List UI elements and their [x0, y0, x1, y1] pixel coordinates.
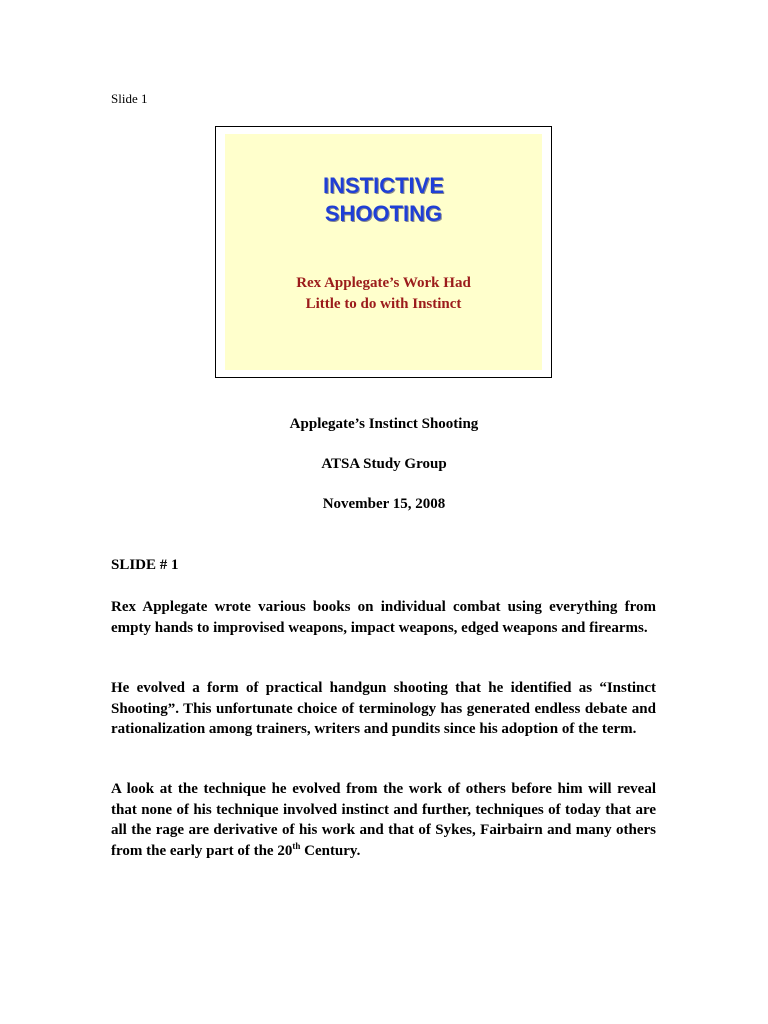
slide-title: [225, 172, 542, 228]
slide-title-line-1: INSTICTIVE: [322, 173, 444, 198]
paragraph-2: He evolved a form of practical handgun shooting that he identified as “Instinct Shooting”. This unfortunate choice of terminology has generated endless debate and rationalization among trainers, writers and pundits since his adoption of the term.: [111, 680, 656, 737]
paragraph-3-main: A look at the technique he evolved from the work of others before him will reveal that none of his technique involved instinct and further, techniques of today that are all the rage are derivative of his work and that of Sykes, Fairbairn and many others from the early part of the 20: [111, 781, 656, 859]
paragraph-3-superscript: th: [292, 840, 301, 851]
slide-thumbnail: [215, 126, 552, 378]
slide-subtitle-line-2: Little to do with Instinct: [305, 296, 462, 312]
study-group-name: ATSA Study Group: [321, 456, 447, 472]
paragraph-1: Rex Applegate wrote various books on individual combat using everything from empty hands to improvised weapons, impact weapons, edged weapons and firearms.: [111, 599, 656, 636]
slide-subtitle: [225, 273, 542, 315]
section-heading: SLIDE # 1: [111, 557, 179, 573]
slide-number-label: Slide 1: [111, 91, 148, 106]
slide-title-line-2: SHOOTING: [324, 201, 443, 226]
slide-background: [225, 134, 542, 370]
document-date: November 15, 2008: [322, 496, 446, 512]
paragraph-3-end: Century.: [300, 842, 361, 859]
paragraph-3: [111, 779, 656, 861]
slide-subtitle-line-1: Rex Applegate’s Work Had: [296, 275, 471, 291]
document-title: Applegate’s Instinct Shooting: [289, 416, 479, 432]
